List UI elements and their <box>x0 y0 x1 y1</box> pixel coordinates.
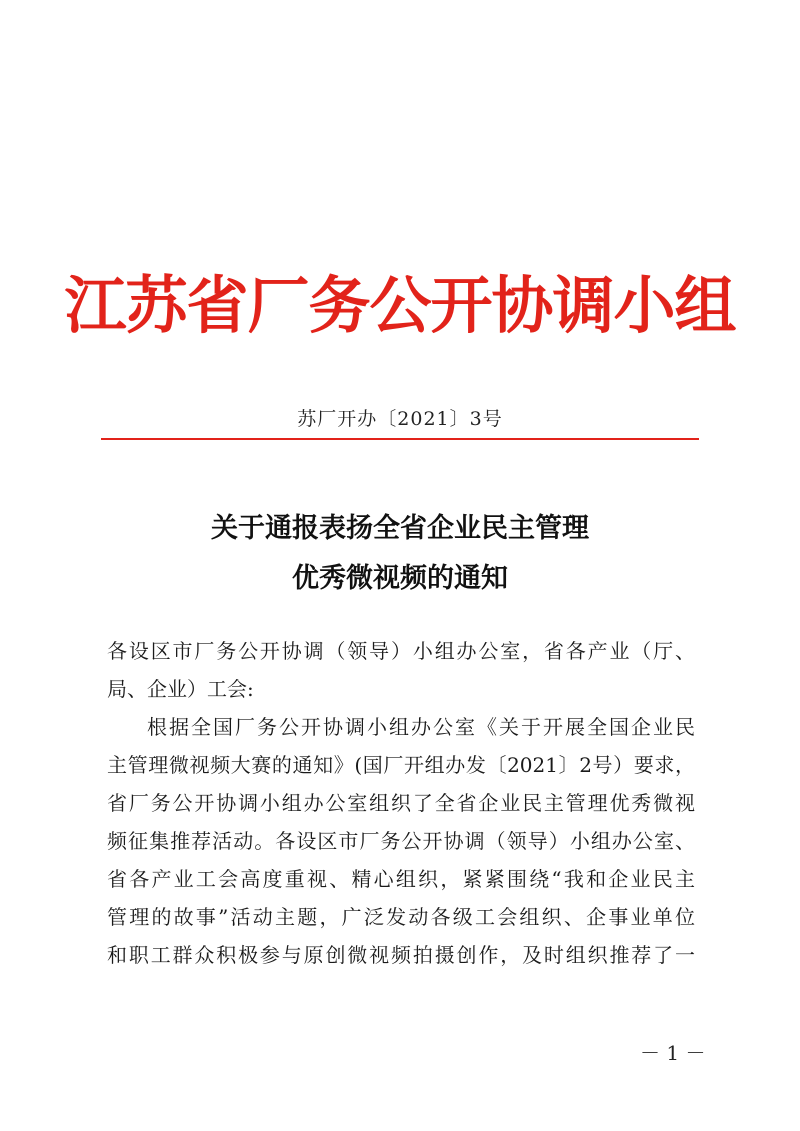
document-body <box>107 632 695 974</box>
document-title-line-1: 关于通报表扬全省企业民主管理 <box>211 513 589 544</box>
body-line: 管理的故事”活动主题，广泛发动各级工会组织、企事业单位 <box>107 905 695 929</box>
body-line: 省各产业工会高度重视、精心组织，紧紧围绕“我和企业民主 <box>107 867 695 891</box>
body-line: 频征集推荐活动。各设区市厂务公开协调（领导）小组办公室、 <box>107 829 695 853</box>
body-line: 省厂务公开协调小组办公室组织了全省企业民主管理优秀微视 <box>107 791 695 815</box>
body-line: 和职工群众积极参与原创微视频拍摄创作，及时组织推荐了一 <box>107 943 695 967</box>
body-line: 各设区市厂务公开协调（领导）小组办公室，省各产业（厅、 <box>107 639 695 663</box>
body-line: 局、企业）工会: <box>107 677 254 701</box>
document-title-line-2: 优秀微视频的通知 <box>292 563 508 594</box>
document-title <box>0 504 800 604</box>
body-line: 根据全国厂务公开协调小组办公室《关于开展全国企业民 <box>147 715 695 739</box>
page-number: － 1 － <box>640 1041 706 1065</box>
red-divider-line <box>101 438 699 440</box>
document-number: 苏厂开办〔2021〕3号 <box>297 408 503 430</box>
body-line: 主管理微视频大赛的通知》(国厂开组办发〔2021〕2号）要求， <box>107 753 695 777</box>
issuing-organization-masthead: 江苏省厂务公开协调小组 <box>64 269 736 342</box>
